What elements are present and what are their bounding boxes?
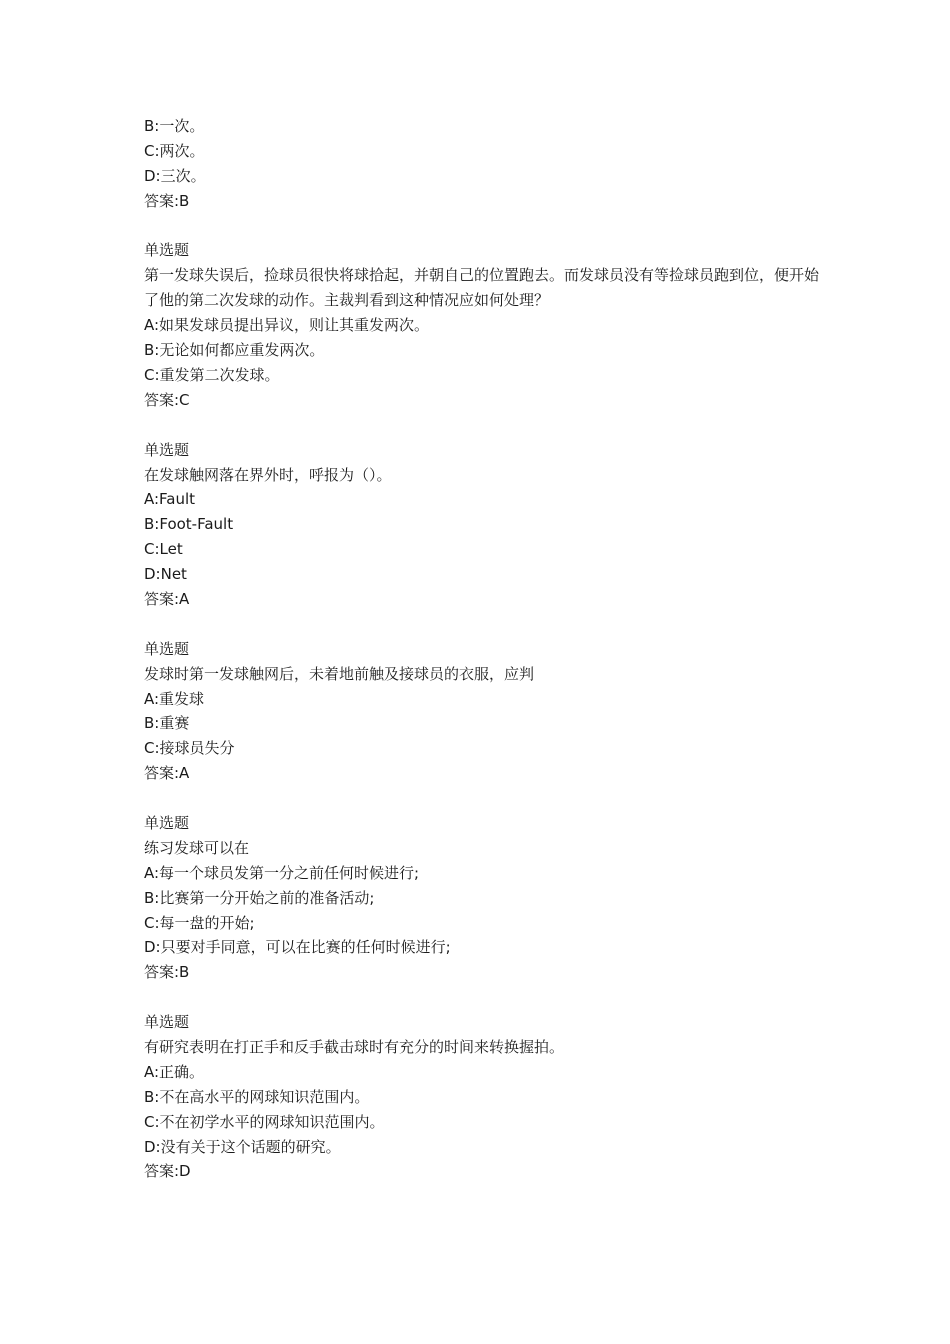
question-block-0 [144,114,824,214]
option: C:Let [144,540,183,559]
question-block-2 [144,438,824,612]
question-stem: 发球时第一发球触网后，未着地前触及接球员的衣服，应判 [144,664,535,683]
question-type: 单选题 [144,1013,190,1032]
option: D:没有关于这个话题的研究。 [144,1137,341,1156]
question-block-1 [144,238,824,412]
option: A:Fault [144,490,196,509]
document-page [144,114,824,1184]
option: A:重发球 [144,689,205,708]
option: C:每一盘的开始; [144,913,255,932]
option: A:正确。 [144,1062,205,1081]
question-stem: 练习发球可以在 [144,838,250,857]
option: B:一次。 [144,117,205,135]
answer: 答案:B [144,963,190,982]
option: D:Net [144,565,187,584]
option: B:无论如何都应重发两次。 [144,341,325,360]
question-stem: 第一发球失误后，捡球员很快将球拾起，并朝自己的位置跑去。而发球员没有等捡球员跑到位，便开始了他的第二次发球的动作。主裁判看到这种情况应如何处理？ [144,266,820,310]
option: A:每一个球员发第一分之前任何时候进行; [144,863,420,882]
answer: 答案:C [144,390,190,409]
question-stem: 在发球触网落在界外时，呼报为（）。 [144,465,392,484]
option: C:接球员失分 [144,739,235,758]
option: B:Foot-Fault [144,515,234,534]
question-block-4 [144,811,824,985]
option: B:不在高水平的网球知识范围内。 [144,1087,370,1106]
option: A:如果发球员提出异议，则让其重发两次。 [144,316,430,335]
answer: 答案:B [144,191,190,210]
answer: 答案:A [144,589,190,608]
question-type: 单选题 [144,241,190,260]
option: D:三次。 [144,166,206,185]
option: C:重发第二次发球。 [144,365,280,384]
answer: 答案:D [144,1162,191,1181]
option: C:两次。 [144,141,205,160]
question-block-3 [144,637,824,786]
option: B:重赛 [144,714,190,733]
option: B:比赛第一分开始之前的准备活动; [144,888,375,907]
question-type: 单选题 [144,813,190,832]
option: C:不在初学水平的网球知识范围内。 [144,1112,385,1131]
answer: 答案:A [144,764,190,783]
question-type: 单选题 [144,440,190,459]
question-type: 单选题 [144,639,190,658]
question-block-5 [144,1010,824,1184]
option: D:只要对手同意，可以在比赛的任何时候进行; [144,938,451,957]
question-stem: 有研究表明在打正手和反手截击球时有充分的时间来转换握拍。 [144,1037,565,1056]
